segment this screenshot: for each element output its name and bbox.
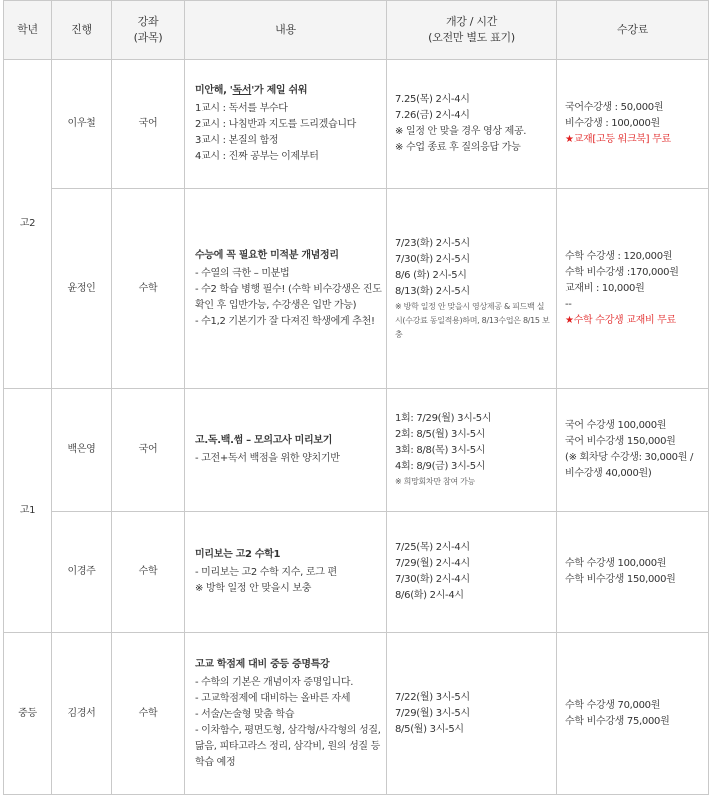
content-cell: 고.독.백.썸 – 모의고사 미리보기 - 고전+독서 백점을 위한 양치기반 — [185, 389, 387, 512]
header-lead: 진행 — [52, 1, 112, 60]
subject-cell: 수학 — [112, 512, 185, 633]
schedule-cell: 7/23(화) 2시-5시 7/30(화) 2시-5시 8/6 (화) 2시-5시 8/13(화) 2시-5시 ※ 방학 일정 안 맞을시 영상제공 & 피드백 실시(수강료 동일적용)하며, 8/13수업은 8/15 보충 — [387, 189, 557, 389]
schedule-note: ※ 희망회차만 참여 가능 — [395, 477, 475, 486]
course-title: 고.독.백.썸 – 모의고사 미리보기 — [195, 435, 333, 446]
grade-cell: 중등 — [4, 633, 52, 795]
table-row — [4, 633, 709, 795]
schedule-cell: 1회: 7/29(월) 3시-5시 2회: 8/5(월) 3시-5시 3회: 8/8(목) 3시-5시 4회: 8/9(금) 3시-5시 ※ 희망회차만 참여 가능 — [387, 389, 557, 512]
fee-cell: 국어 수강생 100,000원 국어 비수강생 150,000원 (※ 회차당 수강생: 30,000원 / 비수강생 40,000원) — [557, 389, 709, 512]
fee-cell: 수학 수강생 : 120,000원 수학 비수강생 :170,000원 교재비 : 10,000원 -- ★수학 수강생 교재비 무료 — [557, 189, 709, 389]
fee-note: ★수학 수강생 교재비 무료 — [565, 314, 676, 326]
content-cell: 미안해, '독서'가 제일 쉬워 1교시 : 독서를 부수다 2교시 : 나침반과 지도를 드리겠습니다 3교시 : 본질의 함정 4교시 : 진짜 공부는 이제부터 — [185, 60, 387, 189]
course-title: 미안해, '독서'가 제일 쉬워 — [195, 85, 308, 96]
table-row — [4, 512, 709, 633]
content-cell: 수능에 꼭 필요한 미적분 개념정리 - 수열의 극한 – 미분법 - 수2 학습 병행 필수! (수학 비수강생은 진도 확인 후 입반가능, 수강생은 입반 가능) - 수1,2 기본기가 잘 다져진 학생에게 추천! — [185, 189, 387, 389]
grade-cell: 고1 — [4, 389, 52, 633]
table-row — [4, 60, 709, 189]
fee-cell: 수학 수강생 70,000원 수학 비수강생 75,000원 — [557, 633, 709, 795]
grade-cell: 고2 — [4, 60, 52, 389]
subject-cell: 수학 — [112, 189, 185, 389]
subject-cell: 국어 — [112, 60, 185, 189]
subject-cell: 수학 — [112, 633, 185, 795]
header-grade: 학년 — [4, 1, 52, 60]
course-title: 수능에 꼭 필요한 미적분 개념정리 — [195, 249, 339, 261]
lead-cell: 백은영 — [52, 389, 112, 512]
fee-cell: 수학 수강생 100,000원 수학 비수강생 150,000원 — [557, 512, 709, 633]
schedule-cell: 7/25(목) 2시-4시 7/29(월) 2시-4시 7/30(화) 2시-4시 8/6(화) 2시-4시 — [387, 512, 557, 633]
course-title: 미리보는 고2 수학1 — [195, 549, 281, 560]
header-schedule: 개강 / 시간 (오전만 별도 표기) — [387, 1, 557, 60]
header-course: 강좌 (과목) — [112, 1, 185, 60]
header-content: 내용 — [185, 1, 387, 60]
lead-cell: 윤정인 — [52, 189, 112, 389]
header-fee: 수강료 — [557, 1, 709, 60]
lead-cell: 이우철 — [52, 60, 112, 189]
table-row — [4, 389, 709, 512]
lead-cell: 김경서 — [52, 633, 112, 795]
subject-cell: 국어 — [112, 389, 185, 512]
schedule-cell: 7/22(월) 3시-5시 7/29(월) 3시-5시 8/5(월) 3시-5시 — [387, 633, 557, 795]
lead-cell: 이경주 — [52, 512, 112, 633]
content-cell: 미리보는 고2 수학1 - 미리보는 고2 수학 지수, 로그 편 ※ 방학 일정 안 맞을시 보충 — [185, 512, 387, 633]
course-title: 고교 학점제 대비 중등 증명특강 — [195, 658, 330, 670]
schedule-note: ※ 방학 일정 안 맞을시 영상제공 & 피드백 실시(수강료 동일적용)하며, 8/13수업은 8/15 보충 — [395, 301, 550, 339]
fee-note: ★교재[고등 워크북] 무료 — [565, 134, 671, 145]
table-row — [4, 189, 709, 389]
fee-cell: 국어수강생 : 50,000원 비수강생 : 100,000원 ★교재[고등 워크북] 무료 — [557, 60, 709, 189]
class-schedule-table — [3, 0, 709, 795]
content-cell: 고교 학점제 대비 중등 증명특강 - 수학의 기본은 개념이자 증명입니다. - 고교학점제에 대비하는 올바른 자세 - 서술/논술형 맞춤 학습 - 이차함수, 평면도형, 삼각형/사각형의 성질, 닮음, 피타고라스 정리, 삼각비, 원의 성질 등 학습 예정 — [185, 633, 387, 795]
schedule-cell: 7.25(목) 2시-4시 7.26(금) 2시-4시 ※ 일정 안 맞을 경우 영상 제공. ※ 수업 종료 후 질의응답 가능 — [387, 60, 557, 189]
header-row — [4, 1, 709, 60]
